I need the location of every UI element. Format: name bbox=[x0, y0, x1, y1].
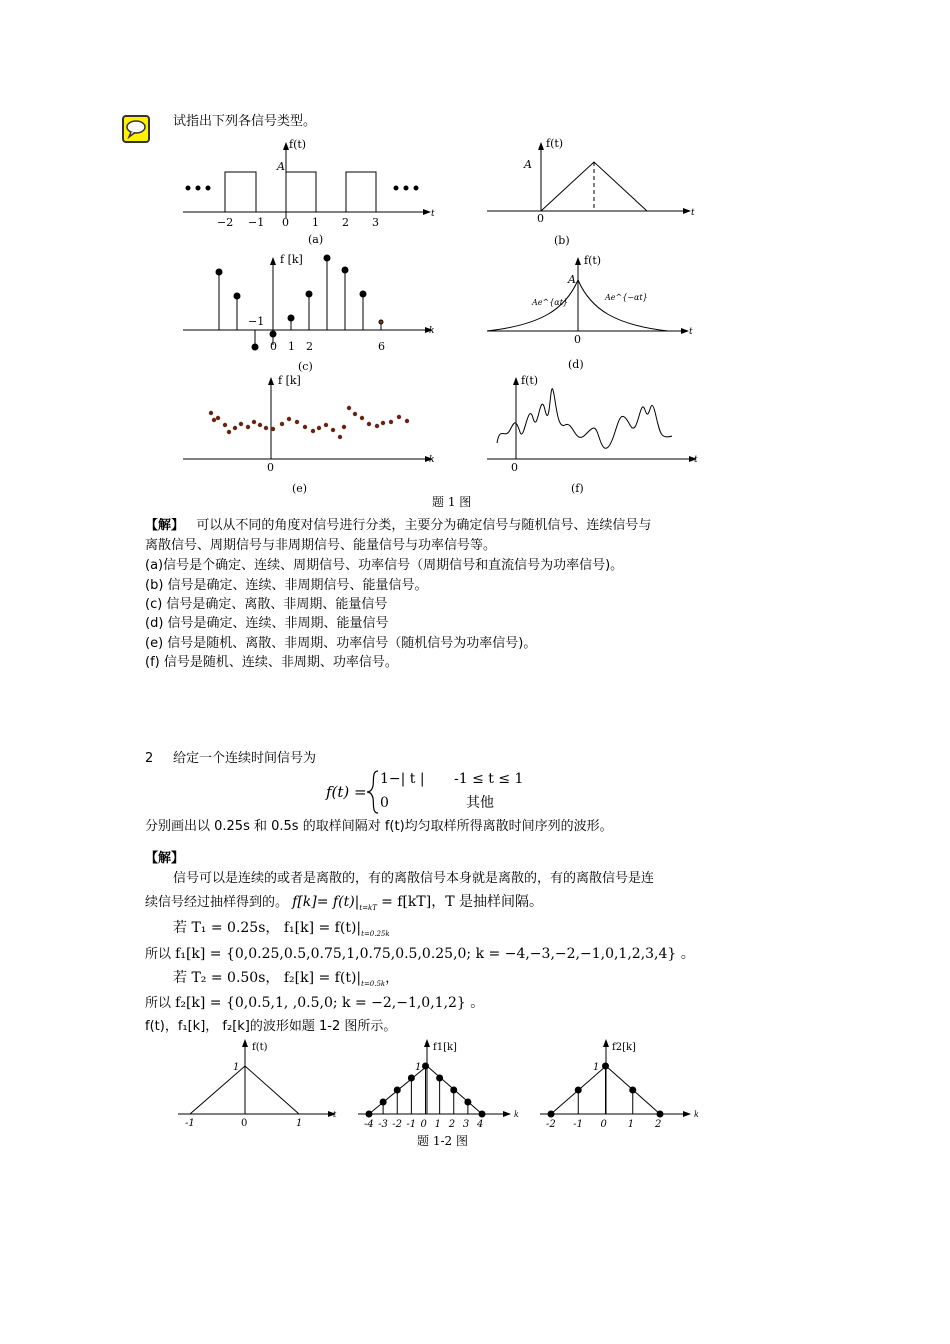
panel-c-stem-dot bbox=[306, 291, 312, 297]
panel-c-tick: 2 bbox=[306, 340, 313, 353]
problem2-statement: 给定一个连续时间信号为 bbox=[173, 751, 317, 766]
panel-e-sample-dot bbox=[338, 435, 342, 439]
answer-c: (c) 信号是确定、离散、非周期、能量信号 bbox=[145, 597, 388, 612]
panel-c-stem-dot bbox=[252, 344, 258, 350]
panel-d-left-expr: Ae^{αt} bbox=[532, 298, 569, 307]
panel-f-xlabel: t bbox=[694, 455, 698, 465]
panel-e-sample-dot bbox=[264, 426, 268, 430]
case2-expr: 0 bbox=[380, 795, 389, 811]
plot-ft-xlabel: t bbox=[333, 1110, 337, 1119]
solution2-tag: 【解】 bbox=[145, 851, 185, 866]
panel-f-noise-curve bbox=[497, 389, 672, 449]
solution2-line2-text: 续信号经过抽样得到的。 bbox=[145, 895, 289, 910]
result-f1-prefix: 所以 bbox=[145, 947, 172, 962]
panel-e-sample-dot bbox=[317, 426, 321, 430]
panel-c-stem-dot bbox=[216, 269, 222, 275]
panel-e-sample-dot bbox=[324, 423, 328, 427]
figure2-reference: f(t)，f₁[k]， f₂[k]的波形如题 1-2 图所示。 bbox=[145, 1019, 397, 1034]
sampling-formula-tail: = f[kT]，T 是抽样间隔。 bbox=[381, 894, 544, 910]
panel-e-sample-dot bbox=[397, 415, 401, 419]
panel-c-stem-dot bbox=[379, 320, 383, 324]
panel-a-ellipsis bbox=[186, 186, 419, 191]
plot-f2-peak: 1 bbox=[593, 1062, 600, 1073]
plot-f1-tick: -4 bbox=[364, 1119, 374, 1130]
figure1-caption: 题 1 图 bbox=[432, 495, 472, 509]
panel-e-sample-dot bbox=[389, 420, 393, 424]
plot-f1-tick: -2 bbox=[392, 1119, 402, 1130]
answer-a: (a)信号是个确定、连续、周期信号、功率信号（周期信号和直流信号为功率信号)。 bbox=[145, 558, 624, 573]
panel-a-ylabel: f(t) bbox=[289, 138, 307, 151]
solution1-line1 bbox=[145, 518, 723, 534]
panel-c-stem-dot bbox=[270, 331, 276, 337]
plot-ft-tick: 0 bbox=[241, 1118, 248, 1129]
panel-d-ylabel: f(t) bbox=[584, 254, 602, 267]
panel-a-tick: 1 bbox=[312, 216, 319, 229]
solution2-line1: 信号可以是连续的或者是离散的，有的离散信号本身就是离散的，有的离散信号是连 bbox=[173, 871, 655, 886]
panel-e-sample-dot bbox=[353, 412, 357, 416]
answer-d: (d) 信号是确定、连续、非周期、能量信号 bbox=[145, 616, 389, 631]
panel-a-tick: 2 bbox=[342, 216, 349, 229]
panel-e-sample-dot bbox=[252, 420, 256, 424]
case2-cond: 其他 bbox=[466, 795, 494, 811]
plot-ft-tick: -1 bbox=[185, 1118, 195, 1129]
panel-a-amp: A bbox=[277, 160, 285, 173]
panel-a-tick: 3 bbox=[372, 216, 379, 229]
plot-ft-tick: 1 bbox=[296, 1118, 303, 1129]
problem1-figure bbox=[0, 0, 950, 520]
panel-e-sample-dot bbox=[239, 422, 243, 426]
panel-e-sample-dot bbox=[287, 417, 291, 421]
plot-f1-tick: 2 bbox=[448, 1119, 456, 1130]
panel-d-amp: A bbox=[568, 273, 576, 286]
panel-b-ylabel: f(t) bbox=[546, 137, 564, 150]
panel-e-sample-dot bbox=[223, 423, 227, 427]
sampling-formula: f[k]= f(t)| bbox=[292, 894, 360, 910]
panel-e-sample-dot bbox=[347, 406, 351, 410]
plot-f1-tick: 0 bbox=[420, 1119, 427, 1130]
solution2-line2 bbox=[145, 894, 543, 916]
plot-f1-sample bbox=[423, 1063, 429, 1069]
panel-b-amp: A bbox=[524, 158, 532, 171]
plot-f1-tick: 4 bbox=[477, 1119, 484, 1130]
panel-e-sample-dot bbox=[405, 419, 409, 423]
panel-e-label: (e) bbox=[292, 482, 308, 495]
panel-f-origin: 0 bbox=[511, 461, 518, 474]
panel-c-ylabel: f [k] bbox=[280, 253, 303, 266]
plot-f2-envelope bbox=[551, 1066, 660, 1114]
panel-a-label: (a) bbox=[308, 233, 324, 246]
plot-f1-tick: -1 bbox=[406, 1119, 417, 1130]
case1-expr: 1−| t | bbox=[380, 771, 425, 787]
panel-f-label: (f) bbox=[571, 482, 584, 495]
plot-f2-sample bbox=[603, 1063, 609, 1069]
panel-e-sample-dot bbox=[212, 418, 216, 422]
plot-f1-envelope bbox=[369, 1066, 482, 1114]
plot-f1-tick: 1 bbox=[434, 1119, 441, 1130]
sampling-formula-sub: t=kT bbox=[359, 904, 377, 912]
panel-e-sample-dot bbox=[375, 424, 379, 428]
panel-c-stem-dot bbox=[342, 267, 348, 273]
plot-f1-ylabel: f1[k] bbox=[433, 1042, 457, 1053]
panel-d-right-curve bbox=[578, 280, 668, 331]
panel-e-sample-dot bbox=[280, 422, 284, 426]
plot-f1-sample bbox=[465, 1099, 471, 1105]
plot-f1-xlabel: k bbox=[514, 1110, 519, 1119]
panel-e-sample-dot bbox=[233, 426, 237, 430]
panel-b-origin: 0 bbox=[537, 212, 544, 225]
case1-cond: -1 ≤ t ≤ 1 bbox=[454, 771, 524, 787]
panel-c-xlabel: k bbox=[429, 326, 435, 336]
plot-f1-sample bbox=[394, 1087, 400, 1093]
panel-c-tick: −1 bbox=[248, 315, 265, 328]
panel-e-sample-dot bbox=[258, 423, 262, 427]
result-f2-set: f₂[k] = {0,0.5,1, ,0.5,0; k = −2,−1,0,1,2} 。 bbox=[175, 995, 485, 1011]
plot-f2-xlabel: k bbox=[694, 1110, 699, 1119]
plot-f1-tick: -3 bbox=[378, 1119, 388, 1130]
plot-f2-tick: 2 bbox=[655, 1119, 662, 1130]
case-t1 bbox=[173, 920, 390, 942]
plot-f1-sample bbox=[408, 1075, 414, 1081]
panel-c-stem-dot bbox=[234, 293, 240, 299]
panel-f-ylabel: f(t) bbox=[521, 374, 539, 387]
figure2-caption: 题 1-2 图 bbox=[417, 1134, 468, 1148]
plot-f1-sample bbox=[479, 1111, 485, 1117]
plot-f1-sample bbox=[437, 1075, 443, 1081]
plot-f1-sample bbox=[366, 1111, 372, 1117]
panel-e-sample-dot bbox=[209, 411, 213, 415]
panel-e-sample-dot bbox=[331, 428, 335, 432]
panel-e-sample-dot bbox=[360, 416, 364, 420]
panel-a-xlabel: t bbox=[431, 209, 435, 219]
panel-c-stem-dot bbox=[288, 315, 294, 321]
panel-a-tick: −1 bbox=[248, 216, 265, 229]
problem1-intro: 试指出下列各信号类型。 bbox=[173, 114, 317, 129]
panel-c-tick: 6 bbox=[378, 340, 385, 353]
panel-d-right-expr: Ae^{−αt} bbox=[605, 293, 648, 302]
case-t1-sub: t=0.25k bbox=[361, 930, 390, 938]
panel-c-tick: 1 bbox=[288, 340, 295, 353]
result-f2-prefix: 所以 bbox=[145, 996, 172, 1011]
panel-e-sample-dot bbox=[381, 421, 385, 425]
equation-lhs: f(t) = bbox=[326, 783, 367, 801]
case-t2-text: 若 T₂ = 0.50s， f₂[k] = f(t)| bbox=[173, 970, 362, 986]
panel-e-sample-dot bbox=[367, 422, 371, 426]
panel-e-ylabel: f [k] bbox=[278, 374, 301, 387]
panel-c-stem-dot bbox=[324, 255, 330, 261]
result-f1-set: f₁[k] = {0,0.25,0.5,0.75,1,0.75,0.5,0.25,0; k = −4,−3,−2,−1,0,1,2,3,4} 。 bbox=[175, 946, 695, 962]
problem2-task: 分别画出以 0.25s 和 0.5s 的取样间隔对 f(t)均匀取样所得离散时间序列的波形。 bbox=[145, 819, 613, 834]
plot-f1-peak: 1 bbox=[415, 1062, 422, 1073]
panel-a-pulse bbox=[225, 172, 256, 212]
panel-b-xlabel: t bbox=[691, 208, 695, 218]
answer-f: (f) 信号是随机、连续、非周期、功率信号。 bbox=[145, 655, 398, 670]
problem2-number: 2 bbox=[145, 751, 154, 766]
answer-b: (b) 信号是确定、连续、非周期信号、能量信号。 bbox=[145, 578, 428, 593]
panel-e-sample-dot bbox=[342, 425, 346, 429]
case-t2-tail: ， bbox=[385, 971, 399, 986]
panel-a-tick: 0 bbox=[282, 216, 289, 229]
solution-tag: 【解】 bbox=[145, 518, 185, 533]
case-t1-text: 若 T₁ = 0.25s， f₁[k] = f(t)| bbox=[173, 920, 362, 936]
panel-c-tick: 0 bbox=[270, 340, 277, 353]
panel-c-label: (c) bbox=[298, 360, 313, 373]
panel-c-stem-dot bbox=[360, 291, 366, 297]
panel-e-xlabel: k bbox=[429, 455, 435, 465]
case-t2 bbox=[173, 970, 398, 992]
case-t2-sub: t=0.5k bbox=[361, 980, 386, 988]
result-f1 bbox=[145, 946, 695, 963]
plot-f2-sample bbox=[575, 1087, 581, 1093]
plot-ft-peak: 1 bbox=[233, 1062, 240, 1073]
panel-e-sample-dot bbox=[227, 430, 231, 434]
plot-ft-ylabel: f(t) bbox=[252, 1042, 268, 1053]
answer-e: (e) 信号是随机、离散、非周期、功率信号（随机信号为功率信号)。 bbox=[145, 636, 537, 651]
panel-a-pulse bbox=[346, 172, 376, 212]
panel-e-sample-dot bbox=[303, 425, 307, 429]
solution1-text1: 可以从不同的角度对信号进行分类，主要分为确定信号与随机信号、连续信号与 bbox=[196, 518, 652, 533]
plot-f2-sample bbox=[548, 1111, 554, 1117]
panel-e-sample-dot bbox=[271, 427, 275, 431]
plot-f2-tick: 0 bbox=[600, 1119, 607, 1130]
panel-d-label: (d) bbox=[568, 358, 584, 371]
plot-f1-sample bbox=[451, 1087, 457, 1093]
plot-f1-tick: 3 bbox=[462, 1119, 470, 1130]
panel-e-sample-dot bbox=[295, 420, 299, 424]
panel-e-sample-dot bbox=[246, 425, 250, 429]
plot-f2-tick: -1 bbox=[573, 1119, 583, 1130]
panel-d-origin: 0 bbox=[574, 333, 581, 346]
panel-d-xlabel: t bbox=[689, 327, 693, 337]
panel-e-sample-dot bbox=[216, 416, 220, 420]
plot-f2-ylabel: f2[k] bbox=[612, 1042, 636, 1053]
panel-a-tick: −2 bbox=[217, 216, 234, 229]
plot-f1-sample bbox=[380, 1099, 386, 1105]
plot-f2-sample bbox=[630, 1087, 636, 1093]
plot-f2-tick: 1 bbox=[627, 1119, 635, 1130]
plot-f2-sample bbox=[657, 1111, 663, 1117]
panel-a-pulse bbox=[286, 172, 316, 212]
panel-e-sample-dot bbox=[311, 429, 315, 433]
panel-b-label: (b) bbox=[554, 234, 570, 247]
panel-e-origin: 0 bbox=[267, 461, 274, 474]
solution1-line2: 离散信号、周期信号与非周期信号、能量信号与功率信号等。 bbox=[145, 538, 497, 553]
plot-ft-triangle bbox=[190, 1066, 299, 1114]
plot-f2-tick: -2 bbox=[546, 1119, 556, 1130]
result-f2 bbox=[145, 995, 484, 1012]
